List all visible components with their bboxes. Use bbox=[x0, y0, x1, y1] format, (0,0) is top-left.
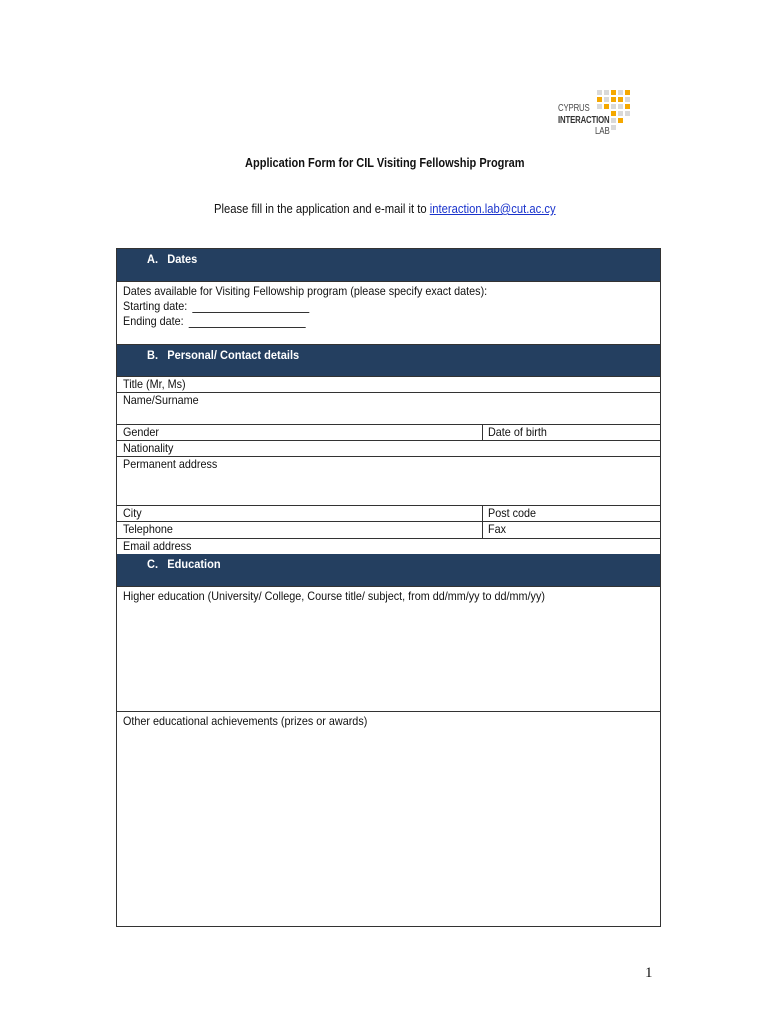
other-achievements-label: Other educational achievements (prizes or awards) bbox=[123, 714, 368, 728]
dates-cell[interactable] bbox=[117, 281, 660, 344]
logo-line-interaction: INTERACTION bbox=[558, 114, 610, 126]
fax-label: Fax bbox=[488, 522, 507, 536]
starting-date-row bbox=[123, 299, 310, 313]
higher-education-label: Higher education (University/ College, Course title/ subject, from dd/mm/yy to dd/mm/yy) bbox=[123, 589, 545, 603]
other-achievements-field[interactable] bbox=[117, 711, 660, 926]
ending-date-field[interactable] bbox=[189, 317, 306, 328]
name-label: Name/Surname bbox=[123, 393, 199, 407]
section-heading-education: C. Education bbox=[147, 557, 221, 571]
section-header-personal bbox=[117, 344, 660, 376]
address-label: Permanent address bbox=[123, 457, 218, 471]
gender-label: Gender bbox=[123, 425, 160, 439]
telephone-label: Telephone bbox=[123, 522, 173, 536]
address-field[interactable] bbox=[117, 456, 660, 505]
city-postcode-row bbox=[117, 505, 660, 521]
email-field[interactable] bbox=[117, 538, 660, 554]
application-form-table bbox=[116, 248, 661, 927]
page-number: 1 bbox=[645, 965, 653, 981]
section-header-education bbox=[117, 554, 660, 586]
gender-dob-row bbox=[117, 424, 660, 440]
section-heading-personal: B. Personal/ Contact details bbox=[147, 348, 300, 362]
cyprus-interaction-lab-logo bbox=[556, 90, 636, 140]
telephone-fax-row bbox=[117, 521, 660, 538]
starting-date-label: Starting date: bbox=[123, 299, 188, 313]
title-field[interactable] bbox=[117, 376, 660, 392]
logo-line-lab: LAB bbox=[595, 126, 610, 137]
email-link[interactable]: interaction.lab@cut.ac.cy bbox=[429, 202, 556, 216]
nationality-label: Nationality bbox=[123, 441, 174, 455]
postcode-label: Post code bbox=[488, 506, 537, 520]
form-title: Application Form for CIL Visiting Fellowship Program bbox=[245, 156, 525, 170]
nationality-field[interactable] bbox=[117, 440, 660, 456]
starting-date-field[interactable] bbox=[193, 302, 310, 313]
higher-education-field[interactable] bbox=[117, 586, 660, 711]
section-heading-dates: A. Dates bbox=[147, 252, 198, 266]
logo-line-cyprus: CYPRUS bbox=[558, 103, 590, 114]
intro-text bbox=[0, 202, 770, 216]
city-label: City bbox=[123, 506, 142, 520]
column-divider bbox=[482, 424, 483, 440]
email-label: Email address bbox=[123, 539, 192, 553]
title-label: Title (Mr, Ms) bbox=[123, 377, 186, 391]
name-field[interactable] bbox=[117, 392, 660, 424]
ending-date-row bbox=[123, 314, 306, 328]
intro-instruction: Please fill in the application and e-mail it to bbox=[214, 202, 430, 216]
section-header-dates bbox=[117, 249, 660, 281]
dob-label: Date of birth bbox=[488, 425, 547, 439]
ending-date-label: Ending date: bbox=[123, 314, 184, 328]
column-divider bbox=[482, 505, 483, 538]
dates-description: Dates available for Visiting Fellowship program (please specify exact dates): bbox=[123, 284, 488, 298]
